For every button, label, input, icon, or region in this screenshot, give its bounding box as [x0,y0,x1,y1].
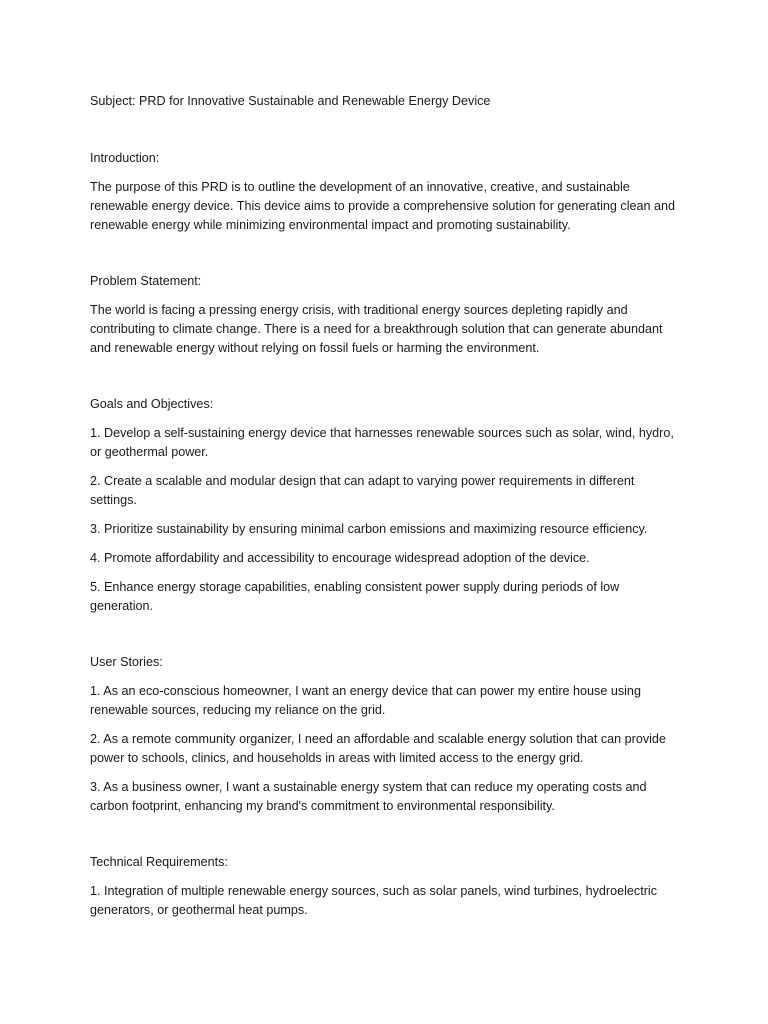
problem-statement-section [90,272,678,358]
introduction-heading: Introduction: [90,151,160,165]
goal-item: 3. Prioritize sustainability by ensuring minimal carbon emissions and maximizing resource efficiency. [90,522,648,536]
goal-item: 4. Promote affordability and accessibility to encourage widespread adoption of the device. [90,551,590,565]
technical-requirements-heading: Technical Requirements: [90,855,228,869]
technical-requirements-section [90,853,678,920]
user-stories-section [90,653,678,816]
technical-requirement-item: 1. Integration of multiple renewable energy sources, such as solar panels, wind turbines, hydroelectric generators, or geothermal heat pumps. [90,884,658,917]
user-story-item: 1. As an eco-conscious homeowner, I want an energy device that can power my entire house using renewable sources, reducing my reliance on the grid. [90,684,641,717]
goal-item: 5. Enhance energy storage capabilities, enabling consistent power supply during periods of low generation. [90,580,620,613]
user-story-item: 3. As a business owner, I want a sustainable energy system that can reduce my operating costs and carbon footprint, enhancing my brand's commitment to environmental responsibility. [90,780,647,813]
problem-statement-body: The world is facing a pressing energy crisis, with traditional energy sources depleting rapidly and contributing to climate change. There is a need for a breakthrough solution that can generate abundant and renewable energy without relying on fossil fuels or harming the environment. [90,303,663,355]
introduction-body: The purpose of this PRD is to outline the development of an innovative, creative, and sustainable renewable energy device. This device aims to provide a comprehensive solution for generating clean and renewable energy while minimizing environmental impact and promoting sustainability. [90,180,676,232]
document-subject: Subject: PRD for Innovative Sustainable and Renewable Energy Device [90,94,491,108]
user-story-item: 2. As a remote community organizer, I need an affordable and scalable energy solution that can provide power to schools, clinics, and households in areas with limited access to the energy grid. [90,732,666,765]
user-stories-heading: User Stories: [90,655,163,669]
goals-section [90,395,678,616]
goal-item: 1. Develop a self-sustaining energy device that harnesses renewable sources such as solar, wind, hydro, or geothermal power. [90,426,674,459]
problem-statement-heading: Problem Statement: [90,274,202,288]
introduction-section [90,149,678,235]
goal-item: 2. Create a scalable and modular design that can adapt to varying power requirements in different settings. [90,474,635,507]
goals-heading: Goals and Objectives: [90,397,214,411]
